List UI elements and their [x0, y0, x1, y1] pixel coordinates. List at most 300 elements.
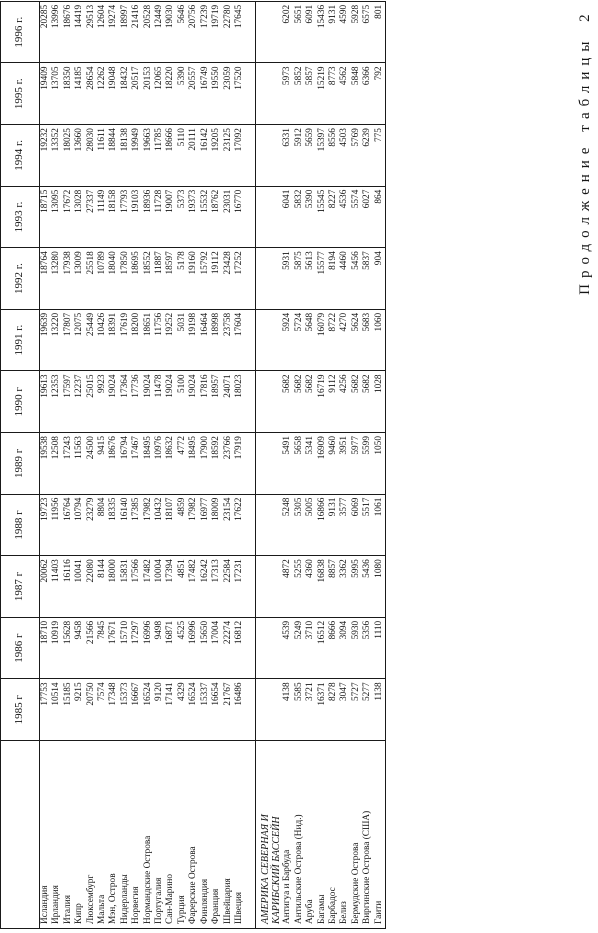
header-year: 1992 г.	[1, 248, 40, 310]
value-cell: 23031	[223, 186, 234, 248]
value-cell: 16079	[317, 309, 328, 371]
value-cell: 1110	[374, 617, 386, 679]
value-cell: 17385	[131, 494, 142, 556]
value-cell: 18676	[108, 433, 119, 495]
country-name-cell: Фарерские Острова	[188, 741, 199, 929]
header-year: 1996 г.	[1, 1, 40, 63]
table-row	[282, 1, 293, 928]
value-cell: 15219	[317, 63, 328, 125]
value-cell: 17816	[200, 371, 211, 433]
value-cell: 8773	[328, 63, 339, 125]
value-cell: 16996	[188, 617, 199, 679]
value-cell: 10919	[51, 617, 62, 679]
value-cell: 16770	[234, 186, 245, 248]
value-cell: 16464	[200, 309, 211, 371]
value-cell: 15373	[120, 679, 131, 741]
value-cell: 18695	[131, 248, 142, 310]
value-cell: 19639	[40, 309, 52, 371]
value-cell: 21767	[223, 679, 234, 741]
value-cell: 5848	[351, 63, 362, 125]
value-cell: 5658	[294, 433, 305, 495]
value-cell: 9415	[97, 433, 108, 495]
country-name-cell: Португалия	[154, 741, 165, 929]
region-heading-line: КАРИБСКИЙ БАССЕЙН	[271, 741, 282, 929]
table-row	[51, 1, 62, 928]
value-cell: 5517	[362, 494, 373, 556]
value-cell: 3710	[305, 617, 316, 679]
region-heading-row	[260, 1, 271, 928]
value-cell: 4772	[177, 433, 188, 495]
value-cell: 17482	[188, 556, 199, 618]
value-cell: 19550	[211, 63, 222, 125]
header-year: 1990 г	[1, 371, 40, 433]
value-cell: 3094	[339, 617, 350, 679]
table-row	[86, 1, 97, 928]
value-cell: 12604	[97, 1, 108, 63]
value-cell: 5930	[351, 617, 362, 679]
country-name-cell: Аруба	[305, 741, 316, 929]
value-cell: 19024	[188, 371, 199, 433]
value-cell: 5249	[294, 617, 305, 679]
value-cell: 23059	[223, 63, 234, 125]
country-name-cell: Гаити	[374, 741, 386, 929]
country-name-cell: Финляндия	[200, 741, 211, 929]
value-cell: 16512	[317, 617, 328, 679]
value-cell: 9112	[328, 371, 339, 433]
value-cell: 5624	[351, 309, 362, 371]
value-cell: 8144	[97, 556, 108, 618]
value-cell: 23125	[223, 125, 234, 187]
table-row	[120, 1, 131, 928]
value-cell: 17004	[211, 617, 222, 679]
value-cell: 5646	[177, 1, 188, 63]
country-name-cell: Люксембург	[86, 741, 97, 929]
value-cell: 5356	[362, 617, 373, 679]
value-cell: 9215	[74, 679, 85, 741]
value-cell: 4872	[282, 556, 293, 618]
value-cell: 29513	[86, 1, 97, 63]
header-year: 1988 г	[1, 494, 40, 556]
value-cell: 16838	[317, 556, 328, 618]
value-cell: 6041	[282, 186, 293, 248]
value-cell: 25449	[86, 309, 97, 371]
value-cell: 11403	[51, 556, 62, 618]
value-cell: 1028	[374, 371, 386, 433]
country-name-cell: Сан-Марино	[165, 741, 176, 929]
value-cell: 16140	[120, 494, 131, 556]
value-cell: 5769	[351, 125, 362, 187]
value-cell: 19024	[165, 371, 176, 433]
value-cell: 17672	[63, 186, 74, 248]
value-cell: 17938	[63, 248, 74, 310]
table-row	[108, 1, 119, 928]
value-cell: 1138	[374, 679, 386, 741]
value-cell: 4859	[177, 494, 188, 556]
value-cell: 9131	[328, 494, 339, 556]
value-cell: 16719	[317, 371, 328, 433]
value-cell: 1080	[374, 556, 386, 618]
value-cell: 14185	[74, 63, 85, 125]
value-cell: 4503	[339, 125, 350, 187]
value-cell: 5852	[294, 63, 305, 125]
value-cell: 18009	[211, 494, 222, 556]
table-row	[328, 1, 339, 928]
value-cell: 5977	[351, 433, 362, 495]
value-cell: 4270	[339, 309, 350, 371]
value-cell: 23154	[223, 494, 234, 556]
value-cell: 7574	[97, 679, 108, 741]
value-cell: 12237	[74, 371, 85, 433]
value-cell: 20285	[40, 1, 52, 63]
value-cell: 5248	[282, 494, 293, 556]
table-row	[74, 1, 85, 928]
header-year: 1989 г	[1, 433, 40, 495]
value-cell: 16909	[317, 433, 328, 495]
value-cell: 18715	[40, 186, 52, 248]
value-cell: 12449	[154, 1, 165, 63]
value-cell: 18158	[108, 186, 119, 248]
table-row	[294, 1, 305, 928]
value-cell: 19024	[143, 371, 154, 433]
value-cell: 16764	[63, 494, 74, 556]
value-cell: 18350	[63, 63, 74, 125]
value-cell: 4536	[339, 186, 350, 248]
header-country	[1, 741, 40, 929]
value-cell: 18998	[211, 309, 222, 371]
value-cell: 18138	[120, 125, 131, 187]
value-cell: 5682	[282, 371, 293, 433]
country-name-cell: Кипр	[74, 741, 85, 929]
value-cell: 15436	[317, 1, 328, 63]
value-cell: 19232	[40, 125, 52, 187]
table-row	[374, 1, 386, 928]
value-cell: 5110	[177, 125, 188, 187]
value-cell: 3577	[339, 494, 350, 556]
value-cell: 17982	[143, 494, 154, 556]
value-cell: 17597	[63, 371, 74, 433]
value-cell: 15710	[120, 617, 131, 679]
value-cell: 17243	[63, 433, 74, 495]
table-header-row	[1, 1, 40, 928]
america-section	[282, 1, 385, 928]
table-row	[339, 1, 350, 928]
value-cell: 16486	[234, 679, 245, 741]
value-cell: 18200	[131, 309, 142, 371]
country-name-cell: Багамы	[317, 741, 328, 929]
value-cell: 5727	[351, 679, 362, 741]
value-cell: 18666	[165, 125, 176, 187]
country-name-cell: Белиз	[339, 741, 350, 929]
value-cell: 17619	[120, 309, 131, 371]
value-cell: 14419	[74, 1, 85, 63]
value-cell: 5683	[362, 309, 373, 371]
value-cell: 18844	[108, 125, 119, 187]
value-cell: 5255	[294, 556, 305, 618]
value-cell: 23428	[223, 248, 234, 310]
country-name-cell: Мальта	[97, 741, 108, 929]
value-cell: 19112	[211, 248, 222, 310]
value-cell: 5682	[305, 371, 316, 433]
value-cell: 5574	[351, 186, 362, 248]
value-cell: 24071	[223, 371, 234, 433]
value-cell: 11563	[74, 433, 85, 495]
value-cell: 18676	[63, 1, 74, 63]
value-cell: 15577	[317, 248, 328, 310]
value-cell: 18552	[143, 248, 154, 310]
value-cell: 864	[374, 186, 386, 248]
value-cell: 19949	[131, 125, 142, 187]
value-cell: 5928	[351, 1, 362, 63]
value-cell: 5373	[177, 186, 188, 248]
table-row	[165, 1, 176, 928]
value-cell: 18495	[188, 433, 199, 495]
value-cell: 17231	[234, 556, 245, 618]
value-cell: 17671	[108, 617, 119, 679]
value-cell: 6366	[362, 63, 373, 125]
value-cell: 18592	[211, 433, 222, 495]
header-year: 1986 г	[1, 617, 40, 679]
value-cell: 5277	[362, 679, 373, 741]
value-cell: 18957	[211, 371, 222, 433]
value-cell: 15185	[63, 679, 74, 741]
value-cell: 18040	[108, 248, 119, 310]
value-cell: 11956	[51, 494, 62, 556]
value-cell: 17919	[234, 433, 245, 495]
value-cell: 20756	[188, 1, 199, 63]
table-row	[200, 1, 211, 928]
value-cell: 13280	[51, 248, 62, 310]
value-cell: 17736	[131, 371, 142, 433]
value-cell: 11756	[154, 309, 165, 371]
value-cell: 20111	[188, 125, 199, 187]
value-cell: 18000	[108, 556, 119, 618]
value-cell: 12262	[97, 63, 108, 125]
value-cell: 18936	[143, 186, 154, 248]
value-cell: 22080	[86, 556, 97, 618]
value-cell: 10004	[154, 556, 165, 618]
value-cell: 18495	[143, 433, 154, 495]
value-cell: 3951	[339, 433, 350, 495]
value-cell: 25518	[86, 248, 97, 310]
header-year: 1987 г	[1, 556, 40, 618]
country-name-cell: Франция	[211, 741, 222, 929]
value-cell: 17141	[165, 679, 176, 741]
value-cell: 11478	[154, 371, 165, 433]
value-cell: 17394	[165, 556, 176, 618]
value-cell: 18023	[234, 371, 245, 433]
country-name-cell: Бермудские Острова	[351, 741, 362, 929]
value-cell: 9460	[328, 433, 339, 495]
value-cell: 8194	[328, 248, 339, 310]
country-name-cell: Ирландия	[51, 741, 62, 929]
value-cell: 12508	[51, 433, 62, 495]
page-header	[574, 0, 596, 933]
value-cell: 5724	[294, 309, 305, 371]
value-cell: 5857	[305, 63, 316, 125]
value-cell: 9120	[154, 679, 165, 741]
value-cell: 8666	[328, 617, 339, 679]
value-cell: 19719	[211, 1, 222, 63]
value-cell: 5648	[305, 309, 316, 371]
value-cell: 8227	[328, 186, 339, 248]
value-cell: 17348	[108, 679, 119, 741]
value-cell: 4590	[339, 1, 350, 63]
value-cell: 25015	[86, 371, 97, 433]
value-cell: 5436	[362, 556, 373, 618]
value-cell: 16667	[131, 679, 142, 741]
value-cell: 11887	[154, 248, 165, 310]
value-cell: 5599	[362, 433, 373, 495]
value-cell: 801	[374, 1, 386, 63]
value-cell: 8556	[328, 125, 339, 187]
value-cell: 22780	[223, 1, 234, 63]
value-cell: 6202	[282, 1, 293, 63]
value-cell: 10426	[97, 309, 108, 371]
value-cell: 18764	[40, 248, 52, 310]
value-cell: 10976	[154, 433, 165, 495]
value-cell: 4360	[305, 556, 316, 618]
value-cell: 16749	[200, 63, 211, 125]
value-cell: 19538	[40, 433, 52, 495]
table-row	[211, 1, 222, 928]
country-name-cell: Исландия	[40, 741, 52, 929]
value-cell: 12353	[51, 371, 62, 433]
value-cell: 16996	[143, 617, 154, 679]
value-cell: 20153	[143, 63, 154, 125]
country-name-cell: Антигуа и Барбуда	[282, 741, 293, 929]
table-row	[223, 1, 234, 928]
region-heading-line: АМЕРИКА СЕВЕРНАЯ И	[260, 741, 271, 929]
value-cell: 19274	[108, 1, 119, 63]
value-cell: 12075	[74, 309, 85, 371]
value-cell: 20517	[131, 63, 142, 125]
value-cell: 19613	[40, 371, 52, 433]
value-cell: 20528	[143, 1, 154, 63]
value-cell: 15532	[200, 186, 211, 248]
country-name-cell: Барбадос	[328, 741, 339, 929]
gdp-per-capita-table	[0, 1, 386, 929]
table-row	[317, 1, 328, 928]
value-cell: 17239	[200, 1, 211, 63]
value-cell: 9131	[328, 1, 339, 63]
value-cell: 19252	[165, 309, 176, 371]
value-cell: 18335	[108, 494, 119, 556]
value-cell: 904	[374, 248, 386, 310]
value-cell: 5995	[351, 556, 362, 618]
value-cell: 17900	[200, 433, 211, 495]
value-cell: 10514	[51, 679, 62, 741]
value-cell: 5682	[362, 371, 373, 433]
value-cell: 17252	[234, 248, 245, 310]
value-cell: 17364	[120, 371, 131, 433]
value-cell: 17297	[131, 617, 142, 679]
value-cell: 19663	[143, 125, 154, 187]
value-cell: 4329	[177, 679, 188, 741]
value-cell: 19007	[165, 186, 176, 248]
value-cell: 6091	[305, 1, 316, 63]
value-cell: 13996	[51, 1, 62, 63]
value-cell: 15337	[200, 679, 211, 741]
value-cell: 18762	[211, 186, 222, 248]
value-cell: 23279	[86, 494, 97, 556]
value-cell: 19723	[40, 494, 52, 556]
value-cell: 23758	[223, 309, 234, 371]
value-cell: 5005	[305, 494, 316, 556]
header-year: 1994 г.	[1, 125, 40, 187]
value-cell: 5651	[294, 1, 305, 63]
value-cell: 19030	[165, 1, 176, 63]
value-cell: 16654	[211, 679, 222, 741]
value-cell: 5390	[305, 186, 316, 248]
value-cell: 13220	[51, 309, 62, 371]
table-row	[131, 1, 142, 928]
value-cell: 5585	[294, 679, 305, 741]
value-cell: 1050	[374, 433, 386, 495]
value-cell: 16242	[200, 556, 211, 618]
value-cell: 5912	[294, 125, 305, 187]
value-cell: 17807	[63, 309, 74, 371]
value-cell: 5832	[294, 186, 305, 248]
country-name-cell: Антильские Острова (Нид.)	[294, 741, 305, 929]
value-cell: 11149	[97, 186, 108, 248]
table-row	[97, 1, 108, 928]
table-row	[63, 1, 74, 928]
value-cell: 5613	[305, 248, 316, 310]
value-cell: 17982	[188, 494, 199, 556]
table-row	[234, 1, 245, 928]
value-cell: 4851	[177, 556, 188, 618]
value-cell: 1061	[374, 494, 386, 556]
value-cell: 9923	[97, 371, 108, 433]
value-cell: 16794	[120, 433, 131, 495]
value-cell: 9498	[154, 617, 165, 679]
value-cell: 15628	[63, 617, 74, 679]
country-name-cell: Норвегия	[131, 741, 142, 929]
value-cell: 17753	[40, 679, 52, 741]
value-cell: 15792	[200, 248, 211, 310]
value-cell: 18597	[165, 248, 176, 310]
value-cell: 17604	[234, 309, 245, 371]
value-cell: 15397	[317, 125, 328, 187]
value-cell: 5456	[351, 248, 362, 310]
value-cell: 5491	[282, 433, 293, 495]
table-row	[143, 1, 154, 928]
value-cell: 4460	[339, 248, 350, 310]
value-cell: 11785	[154, 125, 165, 187]
value-cell: 8722	[328, 309, 339, 371]
table-row	[40, 1, 52, 928]
value-cell: 8804	[97, 494, 108, 556]
value-cell: 5659	[305, 125, 316, 187]
value-cell: 10794	[74, 494, 85, 556]
value-cell: 16116	[63, 556, 74, 618]
value-cell: 16524	[143, 679, 154, 741]
value-cell: 16371	[317, 679, 328, 741]
value-cell: 13352	[51, 125, 62, 187]
country-name-cell: Нидерланды	[120, 741, 131, 929]
value-cell: 11728	[154, 186, 165, 248]
value-cell: 7845	[97, 617, 108, 679]
value-cell: 5341	[305, 433, 316, 495]
value-cell: 6069	[351, 494, 362, 556]
section-separator	[245, 1, 256, 928]
value-cell: 1060	[374, 309, 386, 371]
value-cell: 18710	[40, 617, 52, 679]
value-cell: 20750	[86, 679, 97, 741]
value-cell: 8278	[328, 679, 339, 741]
value-cell: 16812	[234, 617, 245, 679]
value-cell: 5875	[294, 248, 305, 310]
